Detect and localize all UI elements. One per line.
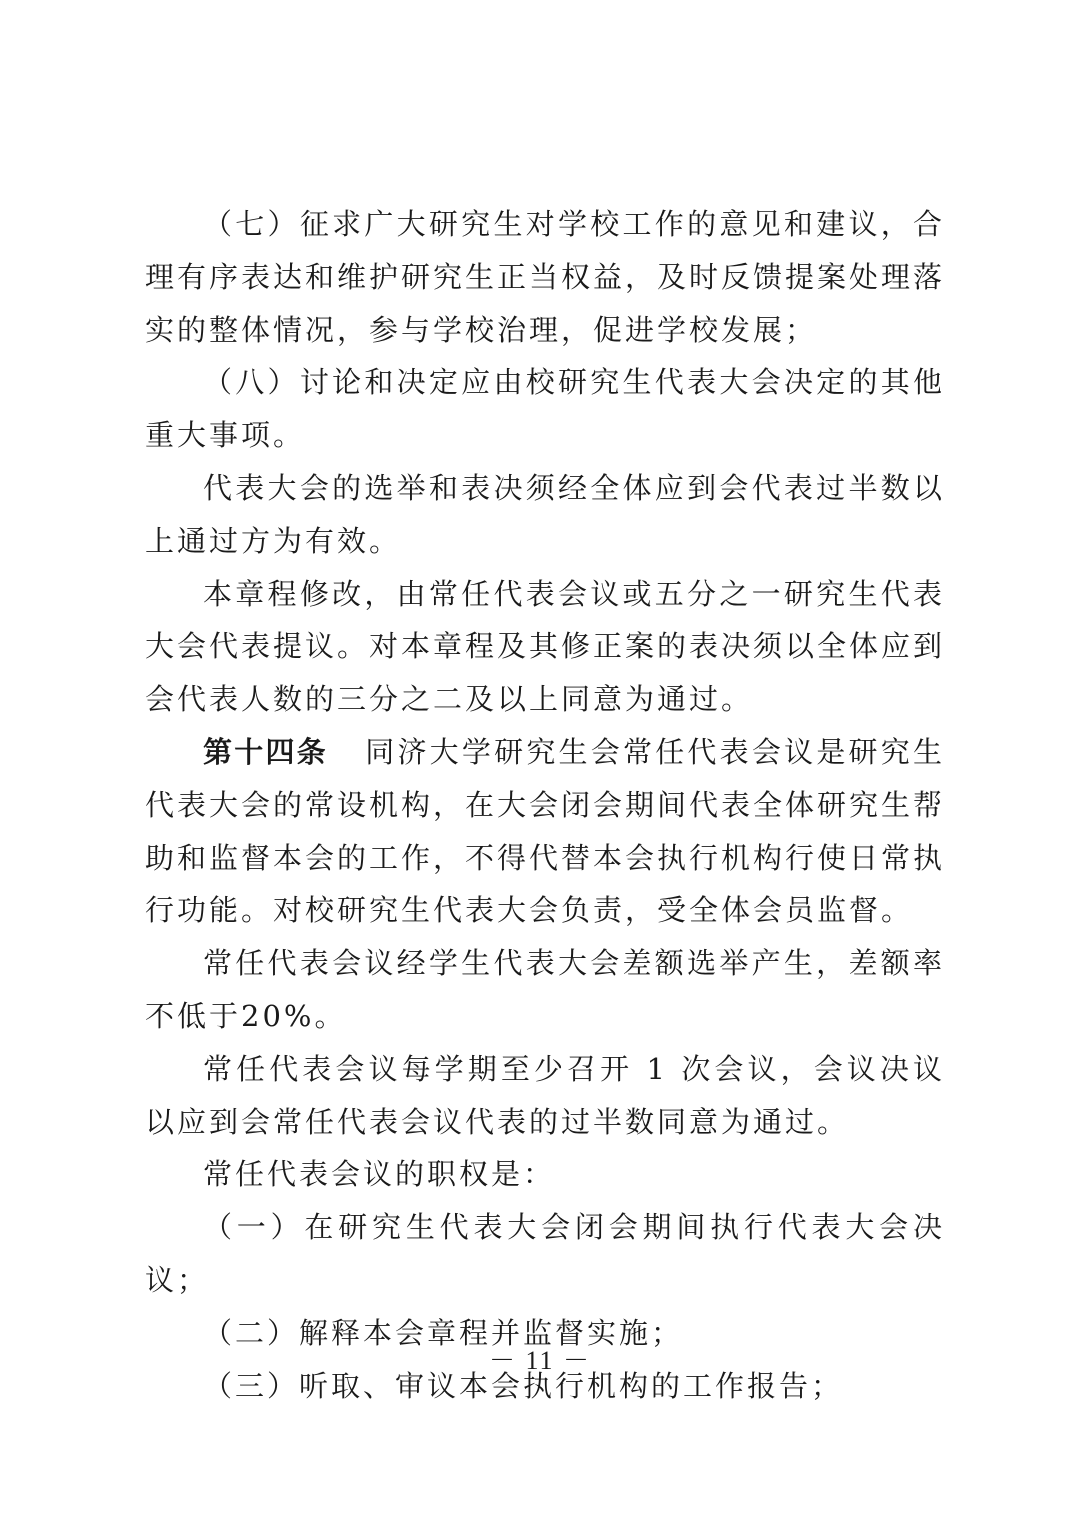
list-item-power-2: （二）解释本会章程并监督实施； [203,1315,684,1350]
paragraph-standing-election: 常任代表会议经学生代表大会差额选举产生，差额率不低于20%。 [145,946,945,1033]
list-item-power-3: （三）听取、审议本会执行机构的工作报告； [203,1368,844,1403]
page-number: － 11 － [488,1346,592,1375]
article-14-title: 第十四条 [203,734,328,769]
paragraph-item-8: （八）讨论和决定应由校研究生代表大会决定的其他重大事项。 [145,365,945,453]
paragraph-item-7: （七）征求广大研究生对学校工作的意见和建议，合理有序表达和维护研究生正当权益，及时反馈提案处理落实的整体情况，参与学校治理，促进学校发展； [145,207,946,347]
paragraph-amendment-rule: 本章程修改，由常任代表会议或五分之一研究生代表大会代表提议。对本章程及其修正案的表决须以全体应到会代表人数的三分之二及以上同意为通过。 [145,576,946,717]
page-body [145,198,945,1412]
article-14-body: 同济大学研究生会常任代表会议是研究生代表大会的常设机构，在大会闭会期间代表全体研究生帮助和监督本会的工作，不得代替本会执行机构行使日常执行功能。对校研究生代表大会负责，受全体会员监督。 [145,734,946,928]
list-item-power-1: （一）在研究生代表大会闭会期间执行代表大会决议； [145,1210,945,1297]
article-14-paragraph [145,726,945,937]
paragraph-standing-meetings: 常任代表会议每学期至少召开 1 次会议，会议决议以应到会常任代表会议代表的过半数同意为通过。 [145,1051,945,1139]
paragraph-election-rule: 代表大会的选举和表决须经全体应到会代表过半数以上通过方为有效。 [145,470,945,558]
paragraph-standing-powers: 常任代表会议的职权是： [203,1157,556,1192]
